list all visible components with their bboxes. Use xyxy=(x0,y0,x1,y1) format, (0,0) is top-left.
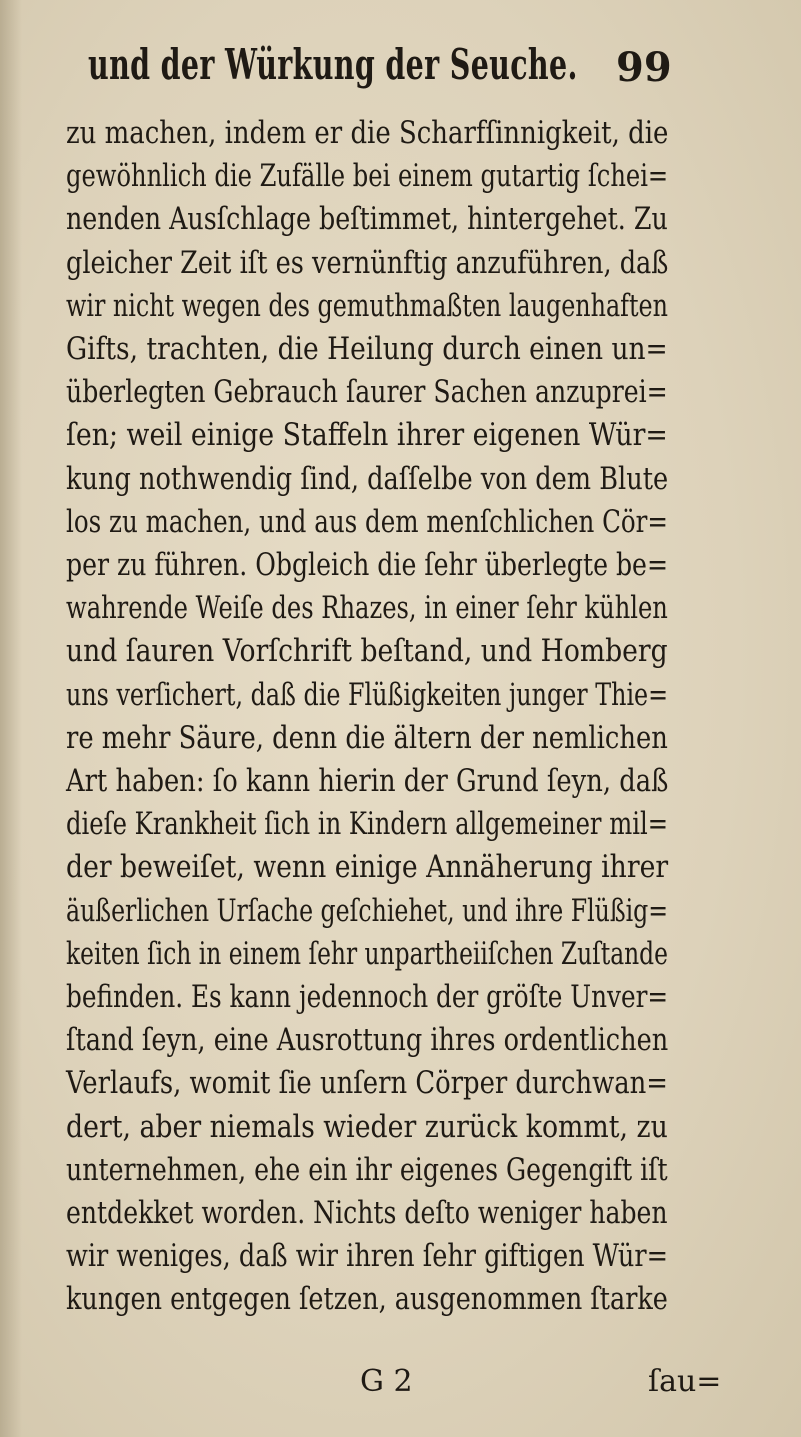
text-line: überlegten Gebrauch ſaurer Sachen anzuprei= xyxy=(66,374,668,411)
text-line: zu machen, indem er die Scharfſinnigkeit, die xyxy=(66,115,669,151)
text-line: der beweiſet, wenn einige Annäherung ihrer xyxy=(66,849,669,886)
text-line: gewöhnlich die Zufälle bei einem gutartig ſchei= xyxy=(66,158,669,195)
text-line: gleicher Zeit iſt es vernünftig anzuführen, daß xyxy=(66,244,669,281)
catchword: ſau= xyxy=(648,1364,722,1399)
text-line: dert, aber niemals wieder zurück kommt, zu xyxy=(66,1108,668,1145)
running-head xyxy=(88,34,688,94)
text-line: Art haben: ſo kann hierin der Grund ſeyn, daß xyxy=(66,763,669,799)
text-line: befinden. Es kann jedennoch der gröſte Unver= xyxy=(66,979,669,1015)
text-line: entdekket worden. Nichts deſto weniger haben xyxy=(66,1195,668,1231)
text-line: äußerlichen Urſache geſchiehet, und ihre Flüßig= xyxy=(66,892,669,929)
signature-mark: G 2 xyxy=(360,1364,413,1399)
text-line: los zu machen, und aus dem menſchlichen Cör= xyxy=(66,503,668,540)
text-line: kungen entgegen ſetzen, ausgenommen ſtarke xyxy=(66,1281,668,1318)
text-line: per zu führen. Obgleich die ſehr überlegte be= xyxy=(66,547,669,583)
text-line: kung nothwendig ſind, daſſelbe von dem Blute xyxy=(66,460,669,497)
text-line: wahrende Weiſe des Rhazes, in einer ſehr kühlen xyxy=(66,590,668,627)
text-line: und ſauren Vorſchrift beſtand, und Homberg xyxy=(66,633,668,670)
running-title: und der Würkung der Seuche. xyxy=(88,40,578,89)
text-line: uns verſichert, daß die Flüßigkeiten junger Thie= xyxy=(66,676,669,713)
text-line: unternehmen, ehe ein ihr eigenes Gegengift iſt xyxy=(66,1151,668,1188)
page-footer xyxy=(0,1362,801,1402)
text-line: Verlaufs, womit ſie unſern Cörper durchwan= xyxy=(66,1065,668,1102)
gutter-shadow xyxy=(0,0,22,1437)
text-line: dieſe Krankheit ſich in Kindern allgemeiner mil= xyxy=(66,806,669,843)
text-line: wir weniges, daß wir ihren ſehr giftigen Wür= xyxy=(66,1238,669,1275)
page-number: 99 xyxy=(616,44,672,91)
text-line: re mehr Säure, denn die ältern der nemlichen xyxy=(66,719,668,756)
text-line: nenden Ausſchlage beſtimmet, hintergehet. Zu xyxy=(66,201,668,238)
text-line: keiten ſich in einem ſehr unpartheiiſchen Zuſtande xyxy=(66,935,668,972)
text-line: ſtand ſeyn, eine Ausrottung ihres ordentlichen xyxy=(66,1022,669,1059)
text-line: wir nicht wegen des gemuthmaßten laugenhaften xyxy=(66,287,668,324)
text-line: Gifts, trachten, die Heilung durch einen un= xyxy=(66,331,668,367)
text-line: ſen; weil einige Staffeln ihrer eigenen Wür= xyxy=(66,417,668,454)
